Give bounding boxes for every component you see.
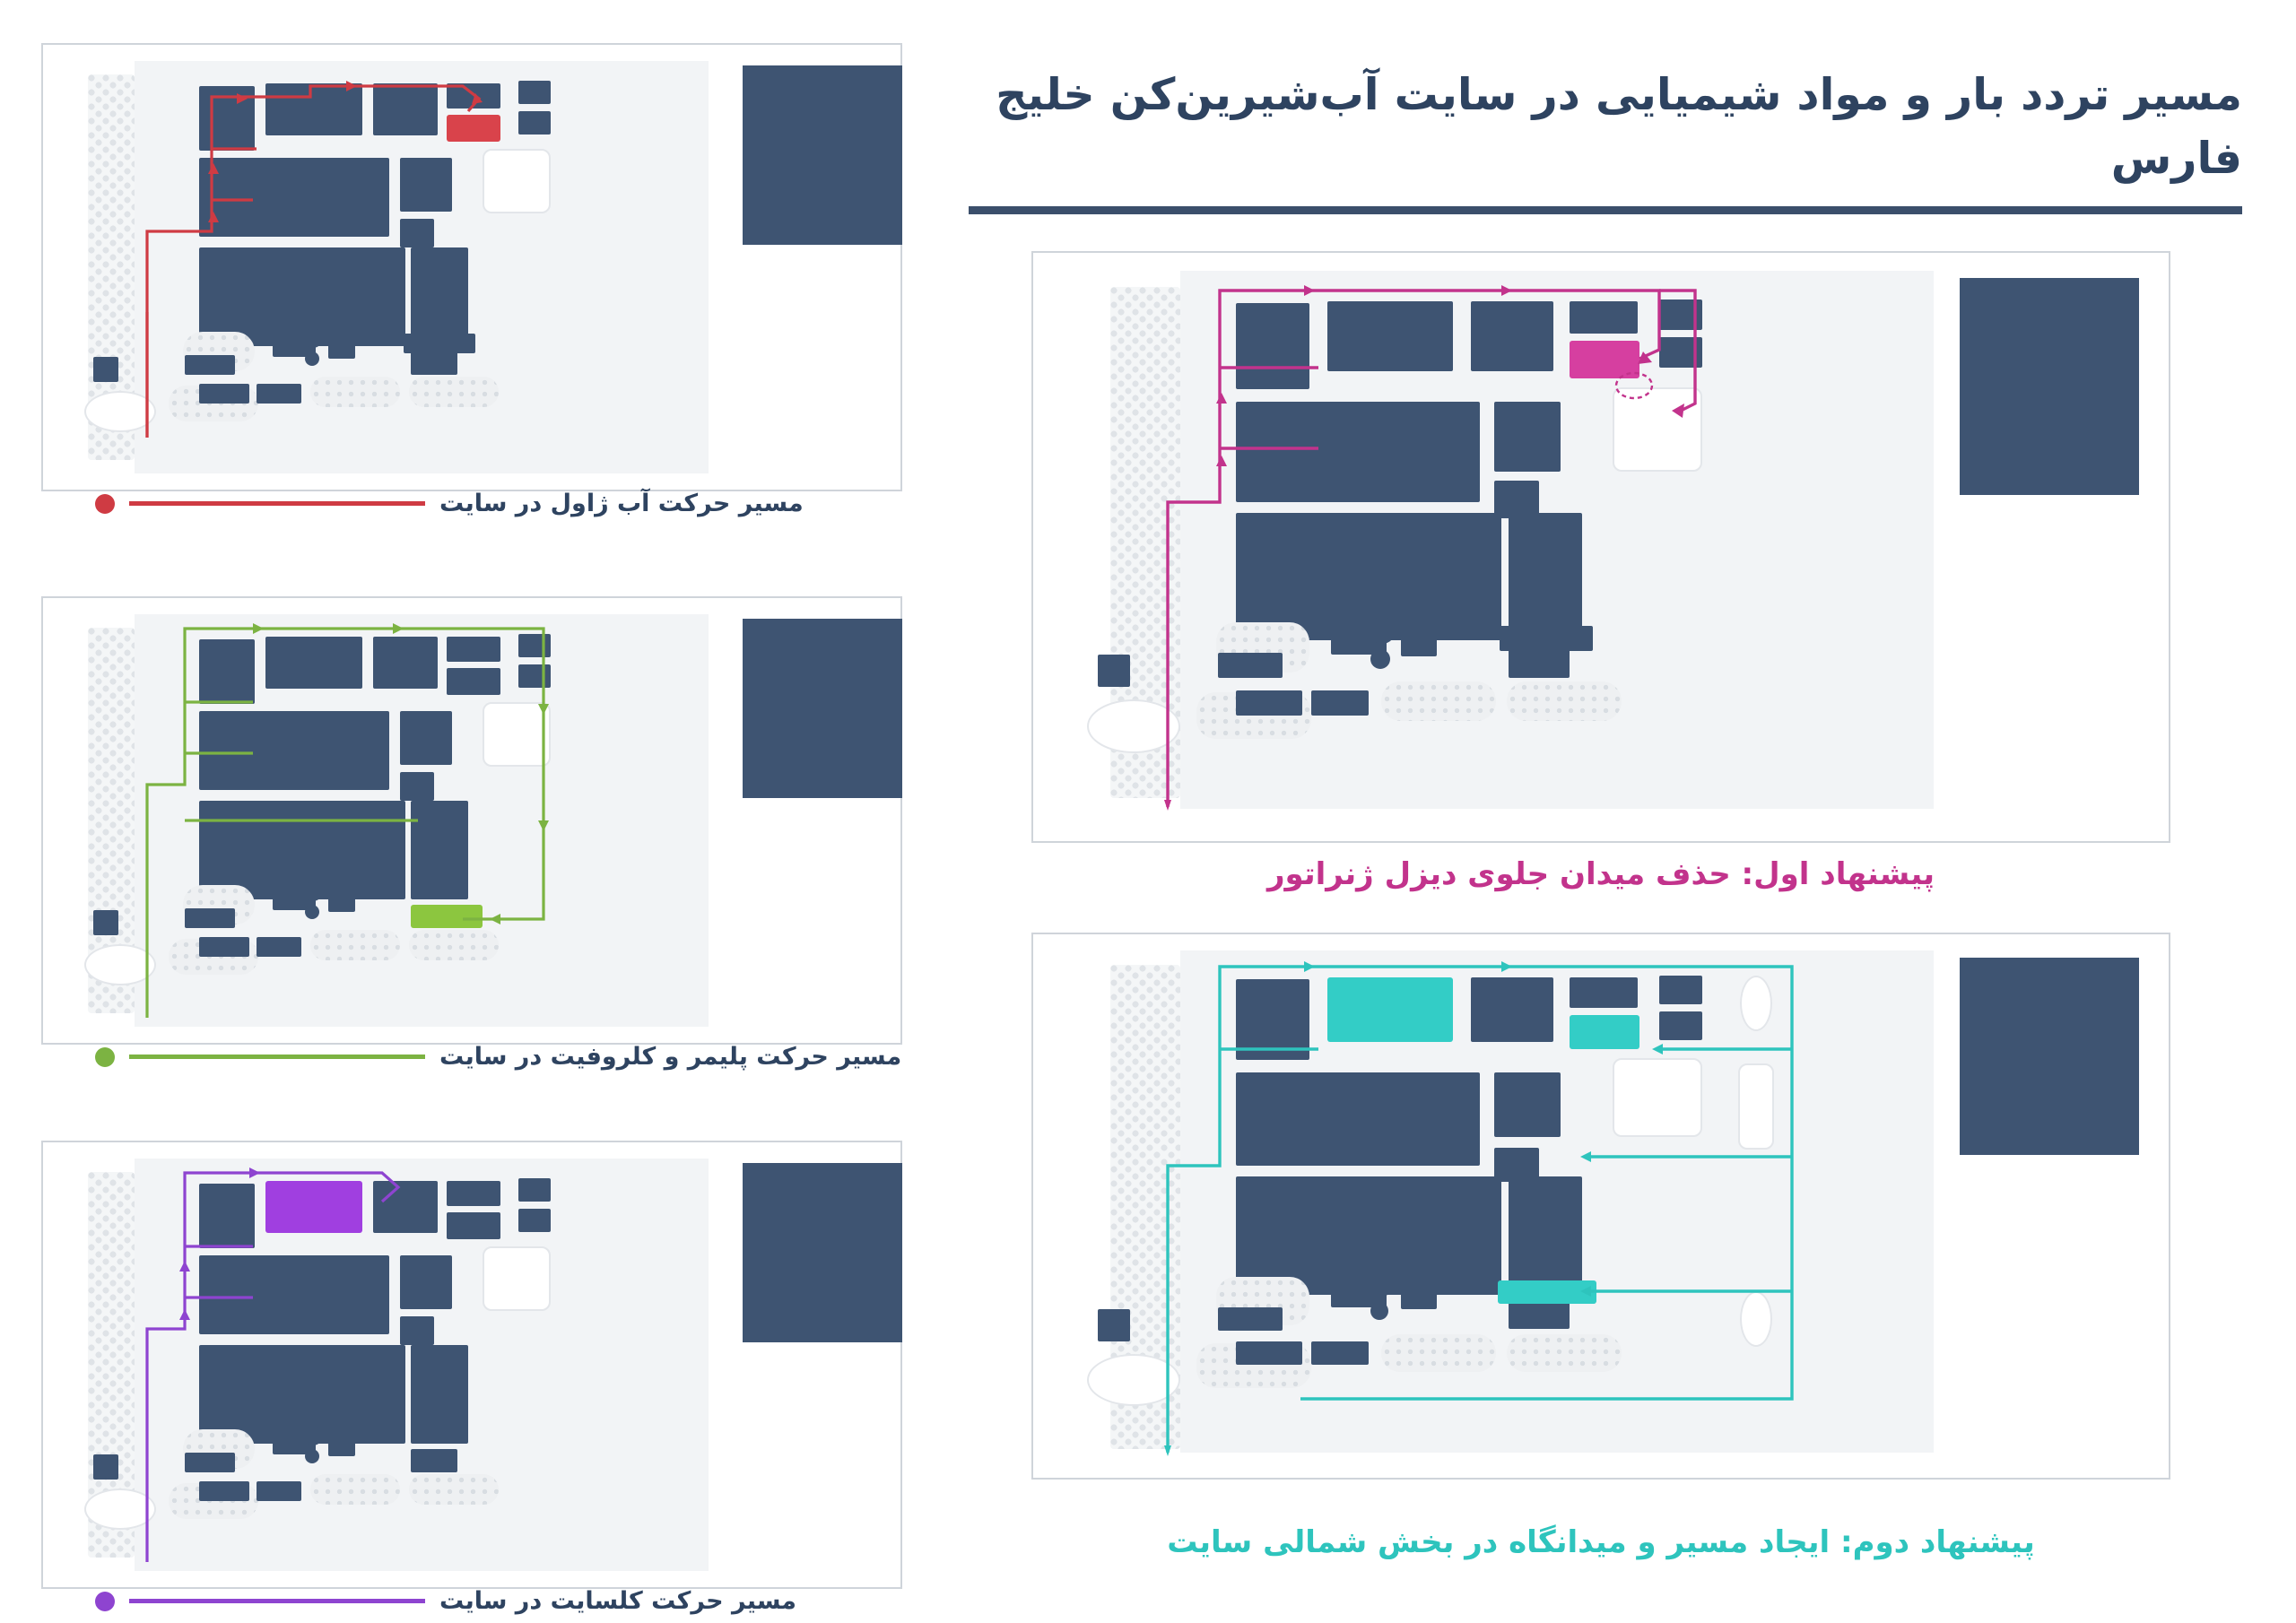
legend-dot (95, 1592, 115, 1611)
site-map (1031, 251, 2170, 843)
proposal-one-caption: پیشنهاد اول: حذف میدان جلوی دیزل ژنراتور (1266, 856, 1935, 892)
route-overlay (41, 596, 902, 1045)
legend-line (129, 1599, 425, 1603)
route-overlay (41, 43, 902, 491)
water-route-panel[interactable] (41, 43, 902, 491)
route-overlay (1031, 933, 2170, 1480)
proposal-two-caption: پیشنهاد دوم: ایجاد مسیر و میدانگاه در بخش شمالی سایت (1167, 1524, 2035, 1560)
polymer-route-legend (95, 1043, 901, 1071)
poster-title-block (969, 63, 2242, 214)
legend-label: مسیر حرکت پلیمر و کلروفیت در سایت (439, 1043, 902, 1071)
legend-dot (95, 1047, 115, 1067)
route-overlay (41, 1141, 902, 1589)
site-map (1031, 933, 2170, 1480)
page-title: مسیر تردد بار و مواد شیمیایی در سایت آب‌شیرین‌کن خلیج فارس (996, 69, 2242, 185)
legend-label: مسیر حرکت کلسایت در سایت (439, 1587, 797, 1615)
route-overlay (1031, 251, 2170, 843)
water-route-legend (95, 490, 804, 517)
calcite-route-legend (95, 1587, 796, 1615)
legend-label: مسیر حرکت آب ژاول در سایت (439, 490, 804, 517)
legend-dot (95, 494, 115, 514)
calcite-route-panel[interactable] (41, 1141, 902, 1589)
title-underline (969, 206, 2242, 214)
site-map (41, 596, 902, 1045)
proposal-one-panel[interactable] (1031, 251, 2170, 843)
polymer-route-panel[interactable] (41, 596, 902, 1045)
legend-line (129, 1055, 425, 1059)
site-map (41, 1141, 902, 1589)
legend-line (129, 501, 425, 506)
site-map (41, 43, 902, 491)
proposal-two-panel[interactable] (1031, 933, 2170, 1480)
